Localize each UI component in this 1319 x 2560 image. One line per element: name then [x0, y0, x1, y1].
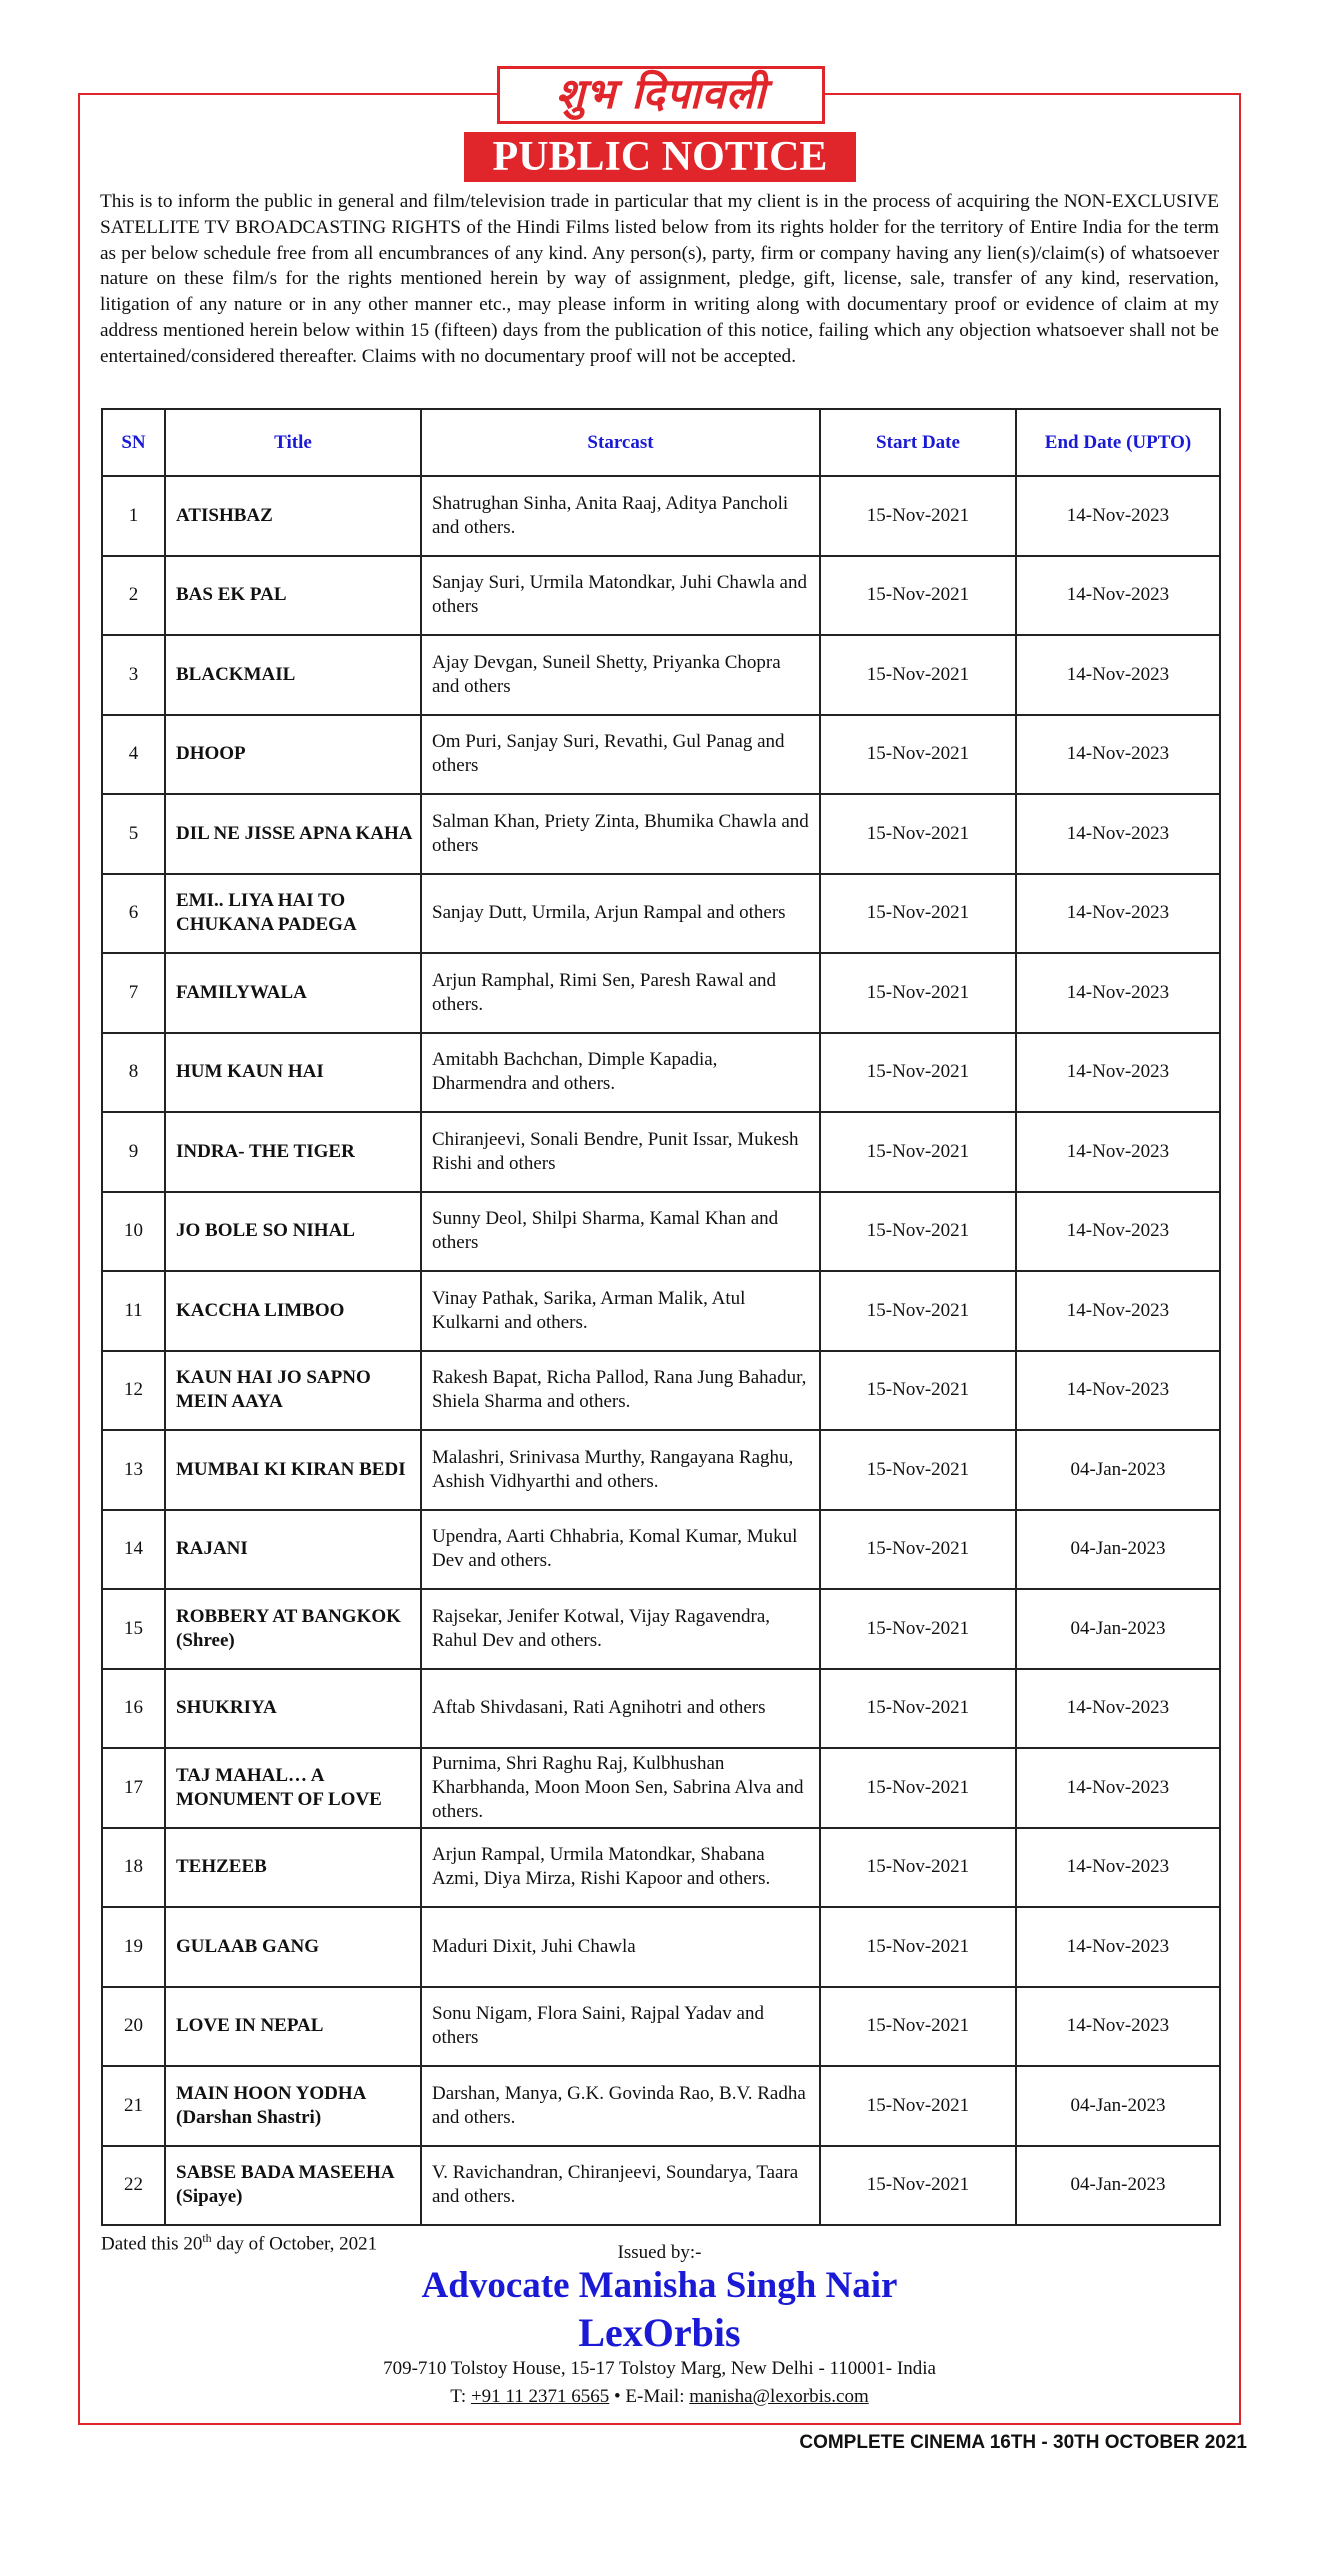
row-start-date: 15-Nov-2021	[820, 2066, 1016, 2146]
row-title: SHUKRIYA	[165, 1669, 421, 1749]
row-sn: 9	[102, 1112, 165, 1192]
row-starcast: Sunny Deol, Shilpi Sharma, Kamal Khan and others	[421, 1192, 820, 1272]
row-start-date: 15-Nov-2021	[820, 556, 1016, 636]
header-title: Title	[165, 409, 421, 476]
row-sn: 11	[102, 1271, 165, 1351]
row-starcast: V. Ravichandran, Chiranjeevi, Soundarya, Taara and others.	[421, 2146, 820, 2226]
row-start-date: 15-Nov-2021	[820, 1271, 1016, 1351]
row-sn: 17	[102, 1748, 165, 1828]
row-title: LOVE IN NEPAL	[165, 1987, 421, 2067]
films-table	[101, 408, 1221, 2226]
row-start-date: 15-Nov-2021	[820, 794, 1016, 874]
row-end-date: 04-Jan-2023	[1016, 1430, 1220, 1510]
row-title: GULAAB GANG	[165, 1907, 421, 1987]
row-end-date: 14-Nov-2023	[1016, 1112, 1220, 1192]
row-end-date: 14-Nov-2023	[1016, 1669, 1220, 1749]
dated-prefix: Dated this 20	[101, 2233, 203, 2255]
row-start-date: 15-Nov-2021	[820, 476, 1016, 556]
row-end-date: 14-Nov-2023	[1016, 1192, 1220, 1272]
table-row	[102, 794, 1220, 874]
row-sn: 13	[102, 1430, 165, 1510]
tel-prefix: T:	[450, 2386, 471, 2407]
row-sn: 15	[102, 1589, 165, 1669]
row-start-date: 15-Nov-2021	[820, 1510, 1016, 1590]
row-sn: 2	[102, 556, 165, 636]
publication-tag: COMPLETE CINEMA 16TH - 30TH OCTOBER 2021	[799, 2432, 1247, 2453]
row-starcast: Ajay Devgan, Suneil Shetty, Priyanka Chopra and others	[421, 635, 820, 715]
table-row	[102, 556, 1220, 636]
table-row	[102, 953, 1220, 1033]
row-sn: 4	[102, 715, 165, 795]
table-row	[102, 1748, 1220, 1828]
table-row	[102, 635, 1220, 715]
row-title: MAIN HOON YODHA (Darshan Shastri)	[165, 2066, 421, 2146]
row-title: JO BOLE SO NIHAL	[165, 1192, 421, 1272]
row-end-date: 14-Nov-2023	[1016, 1271, 1220, 1351]
advocate-name: Advocate Manisha Singh Nair	[421, 2265, 898, 2306]
row-sn: 10	[102, 1192, 165, 1272]
table-row	[102, 1828, 1220, 1908]
row-starcast: Om Puri, Sanjay Suri, Revathi, Gul Panag and others	[421, 715, 820, 795]
row-start-date: 15-Nov-2021	[820, 1430, 1016, 1510]
row-starcast: Purnima, Shri Raghu Raj, Kulbhushan Kharbhanda, Moon Moon Sen, Sabrina Alva and others.	[421, 1748, 820, 1828]
row-sn: 6	[102, 874, 165, 954]
row-sn: 19	[102, 1907, 165, 1987]
row-start-date: 15-Nov-2021	[820, 1987, 1016, 2067]
row-sn: 1	[102, 476, 165, 556]
row-end-date: 14-Nov-2023	[1016, 1351, 1220, 1431]
row-starcast: Upendra, Aarti Chhabria, Komal Kumar, Mukul Dev and others.	[421, 1510, 820, 1590]
row-sn: 16	[102, 1669, 165, 1749]
table-row	[102, 1351, 1220, 1431]
phone-link[interactable]: +91 11 2371 6565	[470, 2386, 610, 2407]
row-start-date: 15-Nov-2021	[820, 1828, 1016, 1908]
row-starcast: Arjun Ramphal, Rimi Sen, Paresh Rawal and others.	[421, 953, 820, 1033]
row-start-date: 15-Nov-2021	[820, 1669, 1016, 1749]
table-row	[102, 1112, 1220, 1192]
firm-name: LexOrbis	[578, 2310, 741, 2355]
notice-body-text: This is to inform the public in general and film/television trade in particular that my client is in the process of acquiring the NON-EXCLUSIVE SATELLITE TV BROADCASTING RIGHTS of the Hindi Films listed below from its rights holder for the territory of Entire India for the term as per below schedule free from all encumbrances of any kind. Any person(s), party, firm or company having any lien(s)/claim(s) of whatsoever nature on these film/s for the rights mentioned herein by way of assignment, pledge, gift, license, sale, transfer of any kind, reservation, litigation of any nature or in any other manner etc., may please inform in writing along with documentary proof or evidence of claim at my address mentioned herein below within 15 (fifteen) days from the publication of this notice, failing which any objection whatsoever shall not be entertained/considered thereafter. Claims with no documentary proof will not be accepted.	[100, 191, 1219, 367]
header-sn: SN	[102, 409, 165, 476]
table-row	[102, 2146, 1220, 2226]
row-start-date: 15-Nov-2021	[820, 2146, 1016, 2226]
firm-address: 709-710 Tolstoy House, 15-17 Tolstoy Marg, New Delhi - 110001- India	[383, 2358, 936, 2379]
row-title: RAJANI	[165, 1510, 421, 1590]
row-title: TEHZEEB	[165, 1828, 421, 1908]
row-end-date: 14-Nov-2023	[1016, 715, 1220, 795]
row-end-date: 14-Nov-2023	[1016, 874, 1220, 954]
row-starcast: Sanjay Dutt, Urmila, Arjun Rampal and others	[421, 874, 820, 954]
table-row	[102, 1589, 1220, 1669]
row-starcast: Rajsekar, Jenifer Kotwal, Vijay Ragavendra, Rahul Dev and others.	[421, 1589, 820, 1669]
row-title: KAUN HAI JO SAPNO MEIN AAYA	[165, 1351, 421, 1431]
row-end-date: 04-Jan-2023	[1016, 2146, 1220, 2226]
table-row	[102, 874, 1220, 954]
row-start-date: 15-Nov-2021	[820, 1033, 1016, 1113]
row-end-date: 14-Nov-2023	[1016, 1987, 1220, 2067]
row-end-date: 14-Nov-2023	[1016, 556, 1220, 636]
row-title: ROBBERY AT BANGKOK (Shree)	[165, 1589, 421, 1669]
row-start-date: 15-Nov-2021	[820, 953, 1016, 1033]
row-end-date: 04-Jan-2023	[1016, 1589, 1220, 1669]
row-end-date: 14-Nov-2023	[1016, 635, 1220, 715]
row-start-date: 15-Nov-2021	[820, 874, 1016, 954]
row-title: FAMILYWALA	[165, 953, 421, 1033]
row-starcast: Amitabh Bachchan, Dimple Kapadia, Dharmendra and others.	[421, 1033, 820, 1113]
row-start-date: 15-Nov-2021	[820, 1748, 1016, 1828]
header-end-date: End Date (UPTO)	[1016, 409, 1220, 476]
row-end-date: 14-Nov-2023	[1016, 794, 1220, 874]
table-row	[102, 1669, 1220, 1749]
row-sn: 20	[102, 1987, 165, 2067]
row-title: ATISHBAZ	[165, 476, 421, 556]
row-start-date: 15-Nov-2021	[820, 635, 1016, 715]
row-starcast: Aftab Shivdasani, Rati Agnihotri and others	[421, 1669, 820, 1749]
row-start-date: 15-Nov-2021	[820, 715, 1016, 795]
films-table-body	[102, 476, 1220, 2225]
table-row	[102, 1510, 1220, 1590]
table-row	[102, 1192, 1220, 1272]
row-starcast: Darshan, Manya, G.K. Govinda Rao, B.V. Radha and others.	[421, 2066, 820, 2146]
table-row	[102, 1271, 1220, 1351]
row-end-date: 14-Nov-2023	[1016, 476, 1220, 556]
dated-ordinal: th	[202, 2231, 212, 2245]
row-sn: 21	[102, 2066, 165, 2146]
table-row	[102, 715, 1220, 795]
row-starcast: Malashri, Srinivasa Murthy, Rangayana Raghu, Ashish Vidhyarthi and others.	[421, 1430, 820, 1510]
row-starcast: Vinay Pathak, Sarika, Arman Malik, Atul Kulkarni and others.	[421, 1271, 820, 1351]
row-title: INDRA- THE TIGER	[165, 1112, 421, 1192]
row-start-date: 15-Nov-2021	[820, 1192, 1016, 1272]
row-end-date: 14-Nov-2023	[1016, 1907, 1220, 1987]
row-end-date: 04-Jan-2023	[1016, 2066, 1220, 2146]
row-title: HUM KAUN HAI	[165, 1033, 421, 1113]
row-sn: 7	[102, 953, 165, 1033]
row-end-date: 14-Nov-2023	[1016, 1748, 1220, 1828]
issued-by: Issued by:-	[617, 2242, 702, 2263]
row-sn: 12	[102, 1351, 165, 1431]
header-starcast: Starcast	[421, 409, 820, 476]
row-starcast: Maduri Dixit, Juhi Chawla	[421, 1907, 820, 1987]
row-starcast: Chiranjeevi, Sonali Bendre, Punit Issar, Mukesh Rishi and others	[421, 1112, 820, 1192]
table-row	[102, 1430, 1220, 1510]
row-title: BAS EK PAL	[165, 556, 421, 636]
row-end-date: 14-Nov-2023	[1016, 1033, 1220, 1113]
deepavali-greeting: शुभ दिपावली	[497, 66, 825, 124]
row-starcast: Sonu Nigam, Flora Saini, Rajpal Yadav and others	[421, 1987, 820, 2067]
row-starcast: Shatrughan Sinha, Anita Raaj, Aditya Pancholi and others.	[421, 476, 820, 556]
table-row	[102, 1907, 1220, 1987]
row-title: BLACKMAIL	[165, 635, 421, 715]
table-row	[102, 1033, 1220, 1113]
row-starcast: Salman Khan, Priety Zinta, Bhumika Chawla and others	[421, 794, 820, 874]
row-end-date: 04-Jan-2023	[1016, 1510, 1220, 1590]
header-start-date: Start Date	[820, 409, 1016, 476]
row-sn: 5	[102, 794, 165, 874]
table-row	[102, 1987, 1220, 2067]
row-sn: 3	[102, 635, 165, 715]
row-end-date: 14-Nov-2023	[1016, 1828, 1220, 1908]
row-sn: 22	[102, 2146, 165, 2226]
row-starcast: Sanjay Suri, Urmila Matondkar, Juhi Chawla and others	[421, 556, 820, 636]
contact-separator: • E-Mail:	[609, 2386, 690, 2407]
public-notice-title: PUBLIC NOTICE	[464, 132, 856, 182]
row-title: KACCHA LIMBOO	[165, 1271, 421, 1351]
row-end-date: 14-Nov-2023	[1016, 953, 1220, 1033]
row-sn: 14	[102, 1510, 165, 1590]
row-start-date: 15-Nov-2021	[820, 1907, 1016, 1987]
row-title: TAJ MAHAL… A MONUMENT OF LOVE	[165, 1748, 421, 1828]
row-title: SABSE BADA MASEEHA (Sipaye)	[165, 2146, 421, 2226]
row-title: MUMBAI KI KIRAN BEDI	[165, 1430, 421, 1510]
row-title: DHOOP	[165, 715, 421, 795]
contact-line	[0, 2386, 1319, 2408]
dated-suffix: day of October, 2021	[211, 2233, 378, 2255]
row-start-date: 15-Nov-2021	[820, 1351, 1016, 1431]
row-starcast: Arjun Rampal, Urmila Matondkar, Shabana Azmi, Diya Mirza, Rishi Kapoor and others.	[421, 1828, 820, 1908]
row-title: EMI.. LIYA HAI TO CHUKANA PADEGA	[165, 874, 421, 954]
row-starcast: Rakesh Bapat, Richa Pallod, Rana Jung Bahadur, Shiela Sharma and others.	[421, 1351, 820, 1431]
row-title: DIL NE JISSE APNA KAHA	[165, 794, 421, 874]
table-row	[102, 2066, 1220, 2146]
email-link[interactable]: manisha@lexorbis.com	[689, 2386, 869, 2407]
table-row	[102, 476, 1220, 556]
row-start-date: 15-Nov-2021	[820, 1589, 1016, 1669]
table-header-row	[102, 409, 1220, 476]
row-sn: 18	[102, 1828, 165, 1908]
row-start-date: 15-Nov-2021	[820, 1112, 1016, 1192]
row-sn: 8	[102, 1033, 165, 1113]
